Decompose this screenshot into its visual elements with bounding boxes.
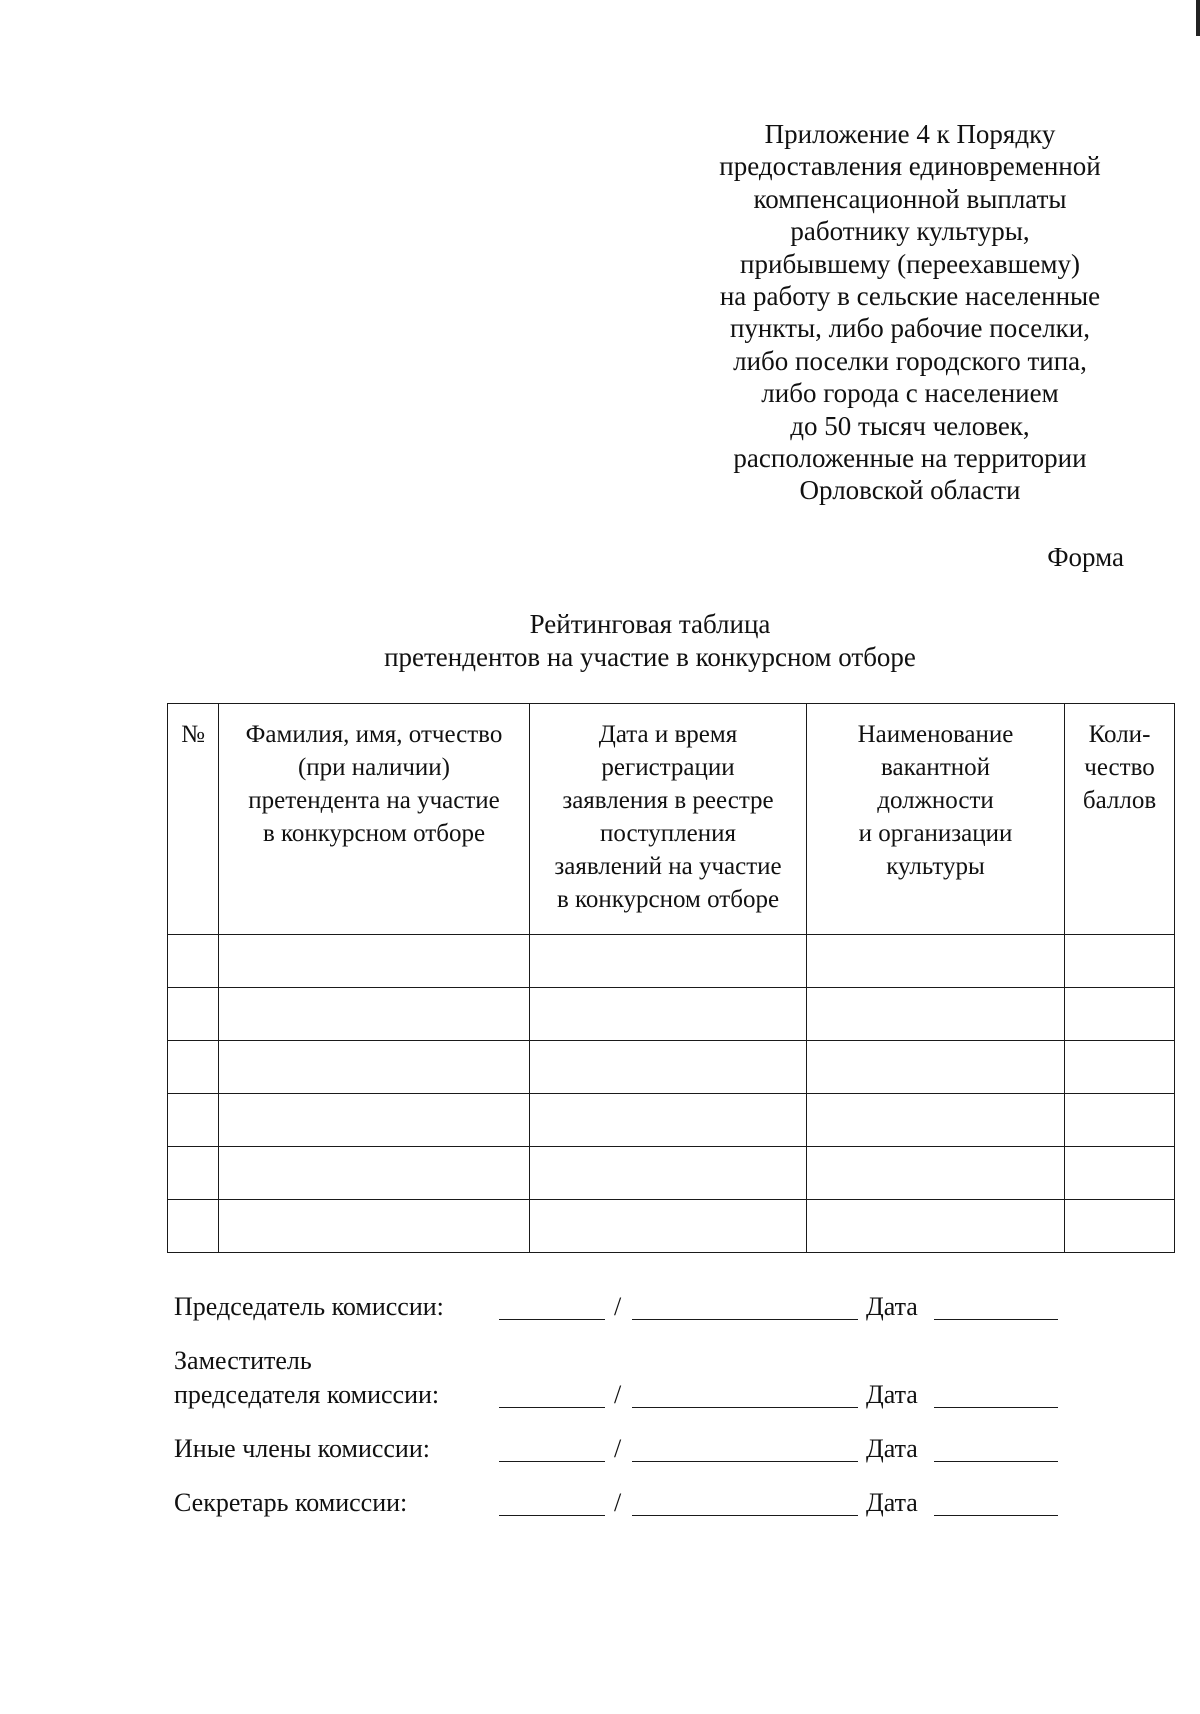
date-blank[interactable] xyxy=(934,1515,1058,1516)
name-blank[interactable] xyxy=(632,1319,858,1320)
appendix-line: расположенные на территории xyxy=(733,443,1087,474)
table-title-line-1: Рейтинговая таблица xyxy=(529,609,771,639)
header-line: заявлений на участие xyxy=(554,853,782,880)
header-line: Коли- xyxy=(1088,721,1151,748)
appendix-line: работнику культуры, xyxy=(790,216,1030,247)
signature-row-deputy-label xyxy=(174,1344,1074,1378)
table-cell[interactable] xyxy=(219,1041,530,1094)
table-cell[interactable] xyxy=(1065,988,1175,1041)
table-header-row xyxy=(168,704,1175,935)
signature-block xyxy=(174,1290,1074,1520)
date-label: Дата xyxy=(866,1434,918,1463)
table-cell[interactable] xyxy=(807,1041,1065,1094)
form-label: Форма xyxy=(1047,542,1124,572)
header-registration-datetime xyxy=(530,704,807,935)
signature-label: Председатель комиссии: xyxy=(174,1292,444,1321)
header-line: вакантной xyxy=(881,754,990,781)
date-label: Дата xyxy=(866,1488,918,1517)
table-cell[interactable] xyxy=(219,935,530,988)
date-blank[interactable] xyxy=(934,1407,1058,1408)
header-line: баллов xyxy=(1082,787,1157,814)
table-cell[interactable] xyxy=(807,1200,1065,1253)
header-line: (при наличии) xyxy=(297,754,451,781)
signature-separator: / xyxy=(614,1488,622,1517)
table-body xyxy=(168,935,1175,1253)
signature-blank[interactable] xyxy=(499,1515,605,1516)
scan-edge-mark xyxy=(1196,0,1200,36)
appendix-header xyxy=(700,118,1120,507)
signature-row-secretary xyxy=(174,1486,1074,1520)
appendix-line: прибывшему (переехавшему) xyxy=(740,248,1080,279)
signature-row-members xyxy=(174,1432,1074,1466)
signature-label: председателя комиссии: xyxy=(174,1380,440,1409)
table-cell[interactable] xyxy=(168,935,219,988)
table-cell[interactable] xyxy=(530,1147,807,1200)
table-cell[interactable] xyxy=(219,1200,530,1253)
header-line: в конкурсном отборе xyxy=(556,886,780,913)
header-line: Фамилия, имя, отчество xyxy=(245,721,503,748)
table-cell[interactable] xyxy=(219,1147,530,1200)
table-cell[interactable] xyxy=(530,988,807,1041)
signature-label: Иные члены комиссии: xyxy=(174,1434,430,1463)
appendix-line: на работу в сельские населенные xyxy=(719,281,1101,312)
table-cell[interactable] xyxy=(530,1200,807,1253)
table-cell[interactable] xyxy=(1065,935,1175,988)
date-blank[interactable] xyxy=(934,1461,1058,1462)
signature-separator: / xyxy=(614,1292,622,1321)
signature-label: Заместитель xyxy=(174,1346,312,1375)
name-blank[interactable] xyxy=(632,1407,858,1408)
table-title-line-2: претендентов на участие в конкурсном отборе xyxy=(384,642,916,672)
signature-blank[interactable] xyxy=(499,1407,605,1408)
header-number xyxy=(168,704,219,935)
header-line: и организации xyxy=(858,820,1013,847)
table-cell[interactable] xyxy=(168,1094,219,1147)
table-cell[interactable] xyxy=(1065,1200,1175,1253)
table-row xyxy=(168,1094,1175,1147)
table-cell[interactable] xyxy=(168,1041,219,1094)
appendix-line: компенсационной выплаты xyxy=(753,183,1067,214)
table-row xyxy=(168,1200,1175,1253)
table-title xyxy=(0,608,1200,674)
signature-separator: / xyxy=(614,1434,622,1463)
table-cell[interactable] xyxy=(530,1094,807,1147)
table-row xyxy=(168,988,1175,1041)
table-cell[interactable] xyxy=(1065,1041,1175,1094)
name-blank[interactable] xyxy=(632,1515,858,1516)
date-label: Дата xyxy=(866,1380,918,1409)
header-line: должности xyxy=(877,787,994,814)
table-cell[interactable] xyxy=(807,1147,1065,1200)
appendix-line: Орловской области xyxy=(799,475,1021,506)
table-cell[interactable] xyxy=(219,1094,530,1147)
table-cell[interactable] xyxy=(1065,1094,1175,1147)
table-cell[interactable] xyxy=(530,1041,807,1094)
header-line: заявления в реестре xyxy=(562,787,774,814)
header-line: культуры xyxy=(886,853,985,880)
name-blank[interactable] xyxy=(632,1461,858,1462)
signature-row-chairman xyxy=(174,1290,1074,1324)
table-cell[interactable] xyxy=(1065,1147,1175,1200)
table-row xyxy=(168,1041,1175,1094)
signature-label: Секретарь комиссии: xyxy=(174,1488,408,1517)
appendix-line: предоставления единовременной xyxy=(719,151,1101,182)
date-blank[interactable] xyxy=(934,1319,1058,1320)
appendix-line: либо поселки городского типа, xyxy=(733,345,1087,376)
header-line: в конкурсном отборе xyxy=(262,820,486,847)
table-row xyxy=(168,1147,1175,1200)
table-cell[interactable] xyxy=(168,1147,219,1200)
signature-separator: / xyxy=(614,1380,622,1409)
header-line: регистрации xyxy=(601,754,735,781)
table-cell[interactable] xyxy=(807,935,1065,988)
appendix-line: пункты, либо рабочие поселки, xyxy=(729,313,1090,344)
header-line: претендента на участие xyxy=(248,787,500,814)
appendix-line: до 50 тысяч человек, xyxy=(790,410,1030,441)
table-cell[interactable] xyxy=(168,988,219,1041)
header-line: № xyxy=(181,721,205,748)
table-cell[interactable] xyxy=(219,988,530,1041)
table-row xyxy=(168,935,1175,988)
appendix-line: либо города с населением xyxy=(761,378,1059,409)
header-score xyxy=(1065,704,1175,935)
signature-blank[interactable] xyxy=(499,1319,605,1320)
header-full-name xyxy=(219,704,530,935)
appendix-line: Приложение 4 к Порядку xyxy=(764,119,1056,149)
table-cell[interactable] xyxy=(807,1094,1065,1147)
rating-table xyxy=(167,703,1175,1253)
table-cell[interactable] xyxy=(530,935,807,988)
table-cell[interactable] xyxy=(807,988,1065,1041)
header-line: поступления xyxy=(600,820,736,847)
date-label: Дата xyxy=(866,1292,918,1321)
signature-row-deputy xyxy=(174,1378,1074,1412)
header-line: чество xyxy=(1084,754,1155,781)
signature-blank[interactable] xyxy=(499,1461,605,1462)
header-line: Дата и время xyxy=(598,721,738,748)
table-cell[interactable] xyxy=(168,1200,219,1253)
header-vacancy-organization xyxy=(807,704,1065,935)
header-line: Наименование xyxy=(857,721,1014,748)
